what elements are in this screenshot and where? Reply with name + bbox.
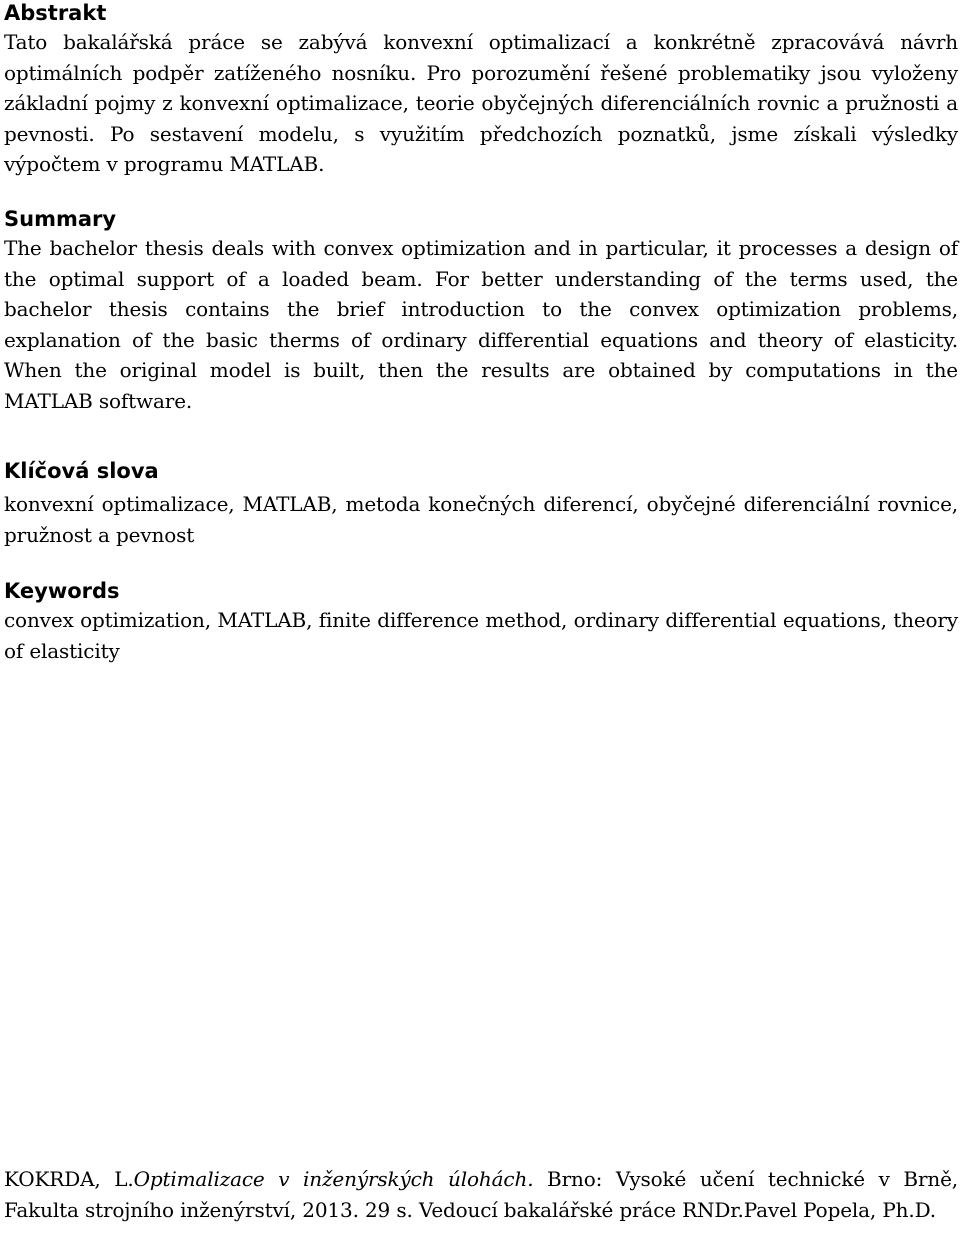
bibliographic-citation bbox=[4, 1164, 958, 1225]
citation-author: KOKRDA, L. bbox=[4, 1167, 134, 1191]
abstract-text: Tato bakalářská práce se zabývá konvexní optimalizací a konkrétně zpracovává návrh optimálních podpěr zatíženého nosníku. Pro porozumění řešené problematiky jsou vyloženy základní pojmy z konvexní optimalizace, teorie obyčejných diferenciálních rovnic a pružnosti a pevnosti. Po sestavení modelu, s využitím předchozích poznatků, jsme získali výsledky výpočtem v programu MATLAB. bbox=[4, 30, 958, 176]
keywords-cz-heading: Klíčová slova bbox=[4, 459, 159, 483]
citation-details: Brno: Vysoké učení technické v Brně, Fakulta strojního inženýrství, 2013. 29 s. Vedoucí bakalářské práce RNDr.Pavel Popela, Ph.D. bbox=[4, 1167, 958, 1222]
abstract-heading: Abstrakt bbox=[4, 1, 107, 25]
summary-heading: Summary bbox=[4, 207, 117, 231]
summary-text: The bachelor thesis deals with convex optimization and in particular, it processes a design of the optimal support of a loaded beam. For better understanding of the terms used, the bachelor thesis contains the brief introduction to the convex optimization problems, explanation of the basic therms of ordinary differential equations and theory of elasticity. When the original model is built, then the results are obtained by computations in the MATLAB software. bbox=[4, 236, 958, 413]
citation-title: Optimalizace v inženýrských úlohách. bbox=[133, 1167, 534, 1191]
keywords-cz-text: konvexní optimalizace, MATLAB, metoda konečných diferencí, obyčejné diferenciální rovnice, pružnost a pevnost bbox=[4, 492, 958, 547]
keywords-en-heading: Keywords bbox=[4, 579, 120, 603]
keywords-en-text: convex optimization, MATLAB, finite difference method, ordinary differential equations, theory of elasticity bbox=[4, 608, 958, 663]
